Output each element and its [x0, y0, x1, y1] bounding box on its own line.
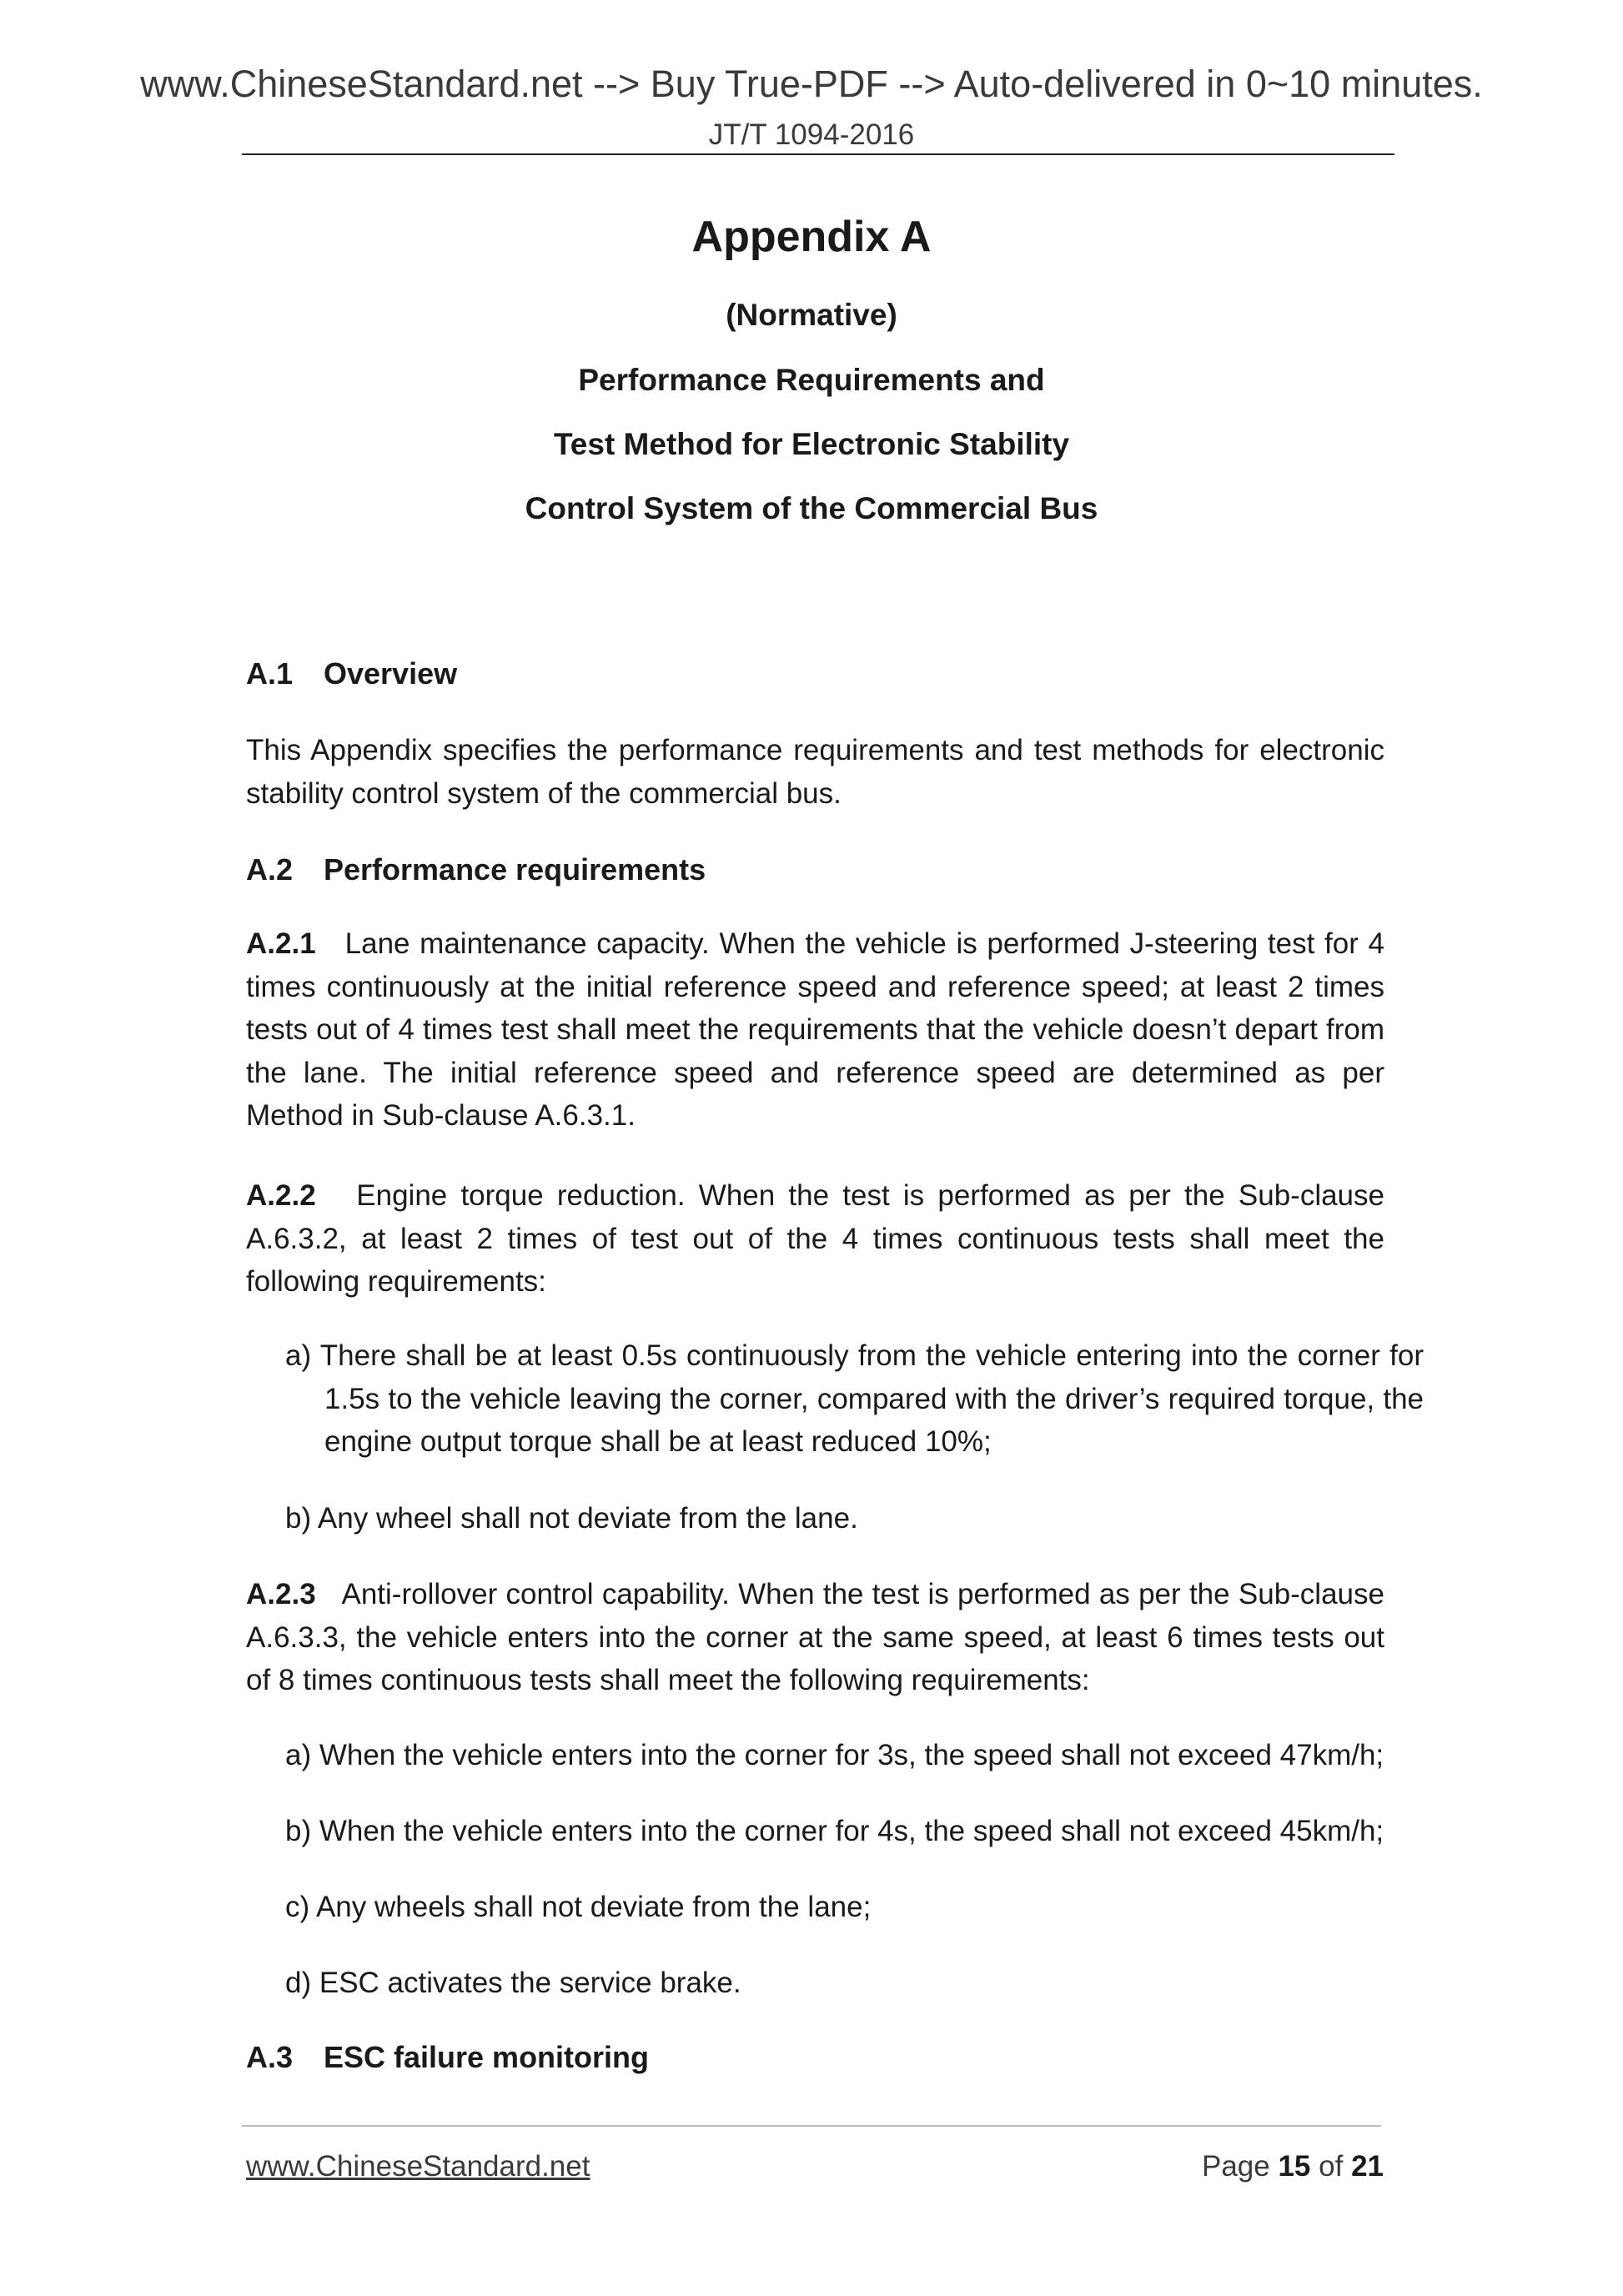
list-item-a2-3-c: c) Any wheels shall not deviate from the lane;: [285, 1891, 872, 1923]
page-indicator: [1202, 2152, 1384, 2181]
heading-a3: [246, 2041, 649, 2074]
footer-divider: [242, 2125, 1381, 2127]
normative-label: (Normative): [726, 298, 897, 332]
heading-a2: [246, 853, 706, 887]
heading-text: Overview: [324, 656, 458, 691]
document-id: JT/T 1094-2016: [708, 118, 915, 151]
paragraph-a2-3: [246, 1573, 1384, 1702]
site-banner: www.ChineseStandard.net --> Buy True-PDF --> Auto-delivered in 0~10 minutes.: [140, 63, 1483, 105]
heading-number: A.1: [246, 656, 294, 691]
header-divider: [242, 153, 1394, 155]
paragraph-a2-2: [246, 1174, 1384, 1304]
heading-number: A.3: [246, 2040, 294, 2074]
clause-number: A.2.3: [246, 1578, 316, 1610]
heading-number: A.2: [246, 852, 294, 887]
paragraph-a1: This Appendix specifies the performance requirements and test methods for electronic stability control system of the commercial bus.: [246, 734, 1384, 810]
clause-number: A.2.2: [246, 1179, 316, 1212]
page-label: Page: [1201, 2150, 1270, 2183]
list-item-a2-2-b: b) Any wheel shall not deviate from the lane.: [285, 1502, 858, 1535]
list-item-a2-3-b: b) When the vehicle enters into the corner for 4s, the speed shall not exceed 45km/h;: [285, 1815, 1384, 1847]
subtitle-line-3: Control System of the Commercial Bus: [525, 491, 1098, 525]
subtitle-line-1: Performance Requirements and: [578, 363, 1045, 397]
page-of: of: [1319, 2150, 1344, 2183]
clause-text: Anti-rollover control capability. When the test is performed as per the Sub-clause A.6.3.3, the vehicle enters into the corner at the same speed, at least 6 times tests out of 8 times continuous tests shall meet the following requirements:: [246, 1578, 1384, 1696]
clause-text: Engine torque reduction. When the test is performed as per the Sub-clause A.6.3.2, at least 2 times of test out of the 4 times continuous tests shall meet the following requirements:: [246, 1179, 1384, 1298]
heading-a1: [246, 657, 457, 691]
heading-text: ESC failure monitoring: [324, 2040, 650, 2074]
clause-text: Lane maintenance capacity. When the vehicle is performed J-steering test for 4 times continuously at the initial reference speed and reference speed; at least 2 times tests out of 4 times test shall meet the requirements that the vehicle doesn’t depart from the lane. The initial reference speed and reference speed are determined as per Method in Sub-clause A.6.3.1.: [246, 927, 1384, 1132]
paragraph-a2-1: [246, 922, 1384, 1138]
footer-site-link[interactable]: www.ChineseStandard.net: [246, 2150, 590, 2183]
list-item-a2-3-a: a) When the vehicle enters into the corner for 3s, the speed shall not exceed 47km/h;: [285, 1739, 1384, 1771]
page-total: 21: [1351, 2150, 1384, 2183]
list-item-a2-2-a: a) There shall be at least 0.5s continuously from the vehicle entering into the corner for 1.5s to the vehicle leaving the corner, compared with the driver’s required torque, the engine output torque shall be at least reduced 10%;: [285, 1339, 1424, 1458]
list-item-a2-3-d: d) ESC activates the service brake.: [285, 1967, 741, 1999]
clause-number: A.2.1: [246, 927, 316, 960]
heading-text: Performance requirements: [324, 852, 706, 887]
subtitle-line-2: Test Method for Electronic Stability: [553, 427, 1070, 461]
page-current: 15: [1278, 2150, 1311, 2183]
appendix-title: Appendix A: [691, 213, 932, 261]
